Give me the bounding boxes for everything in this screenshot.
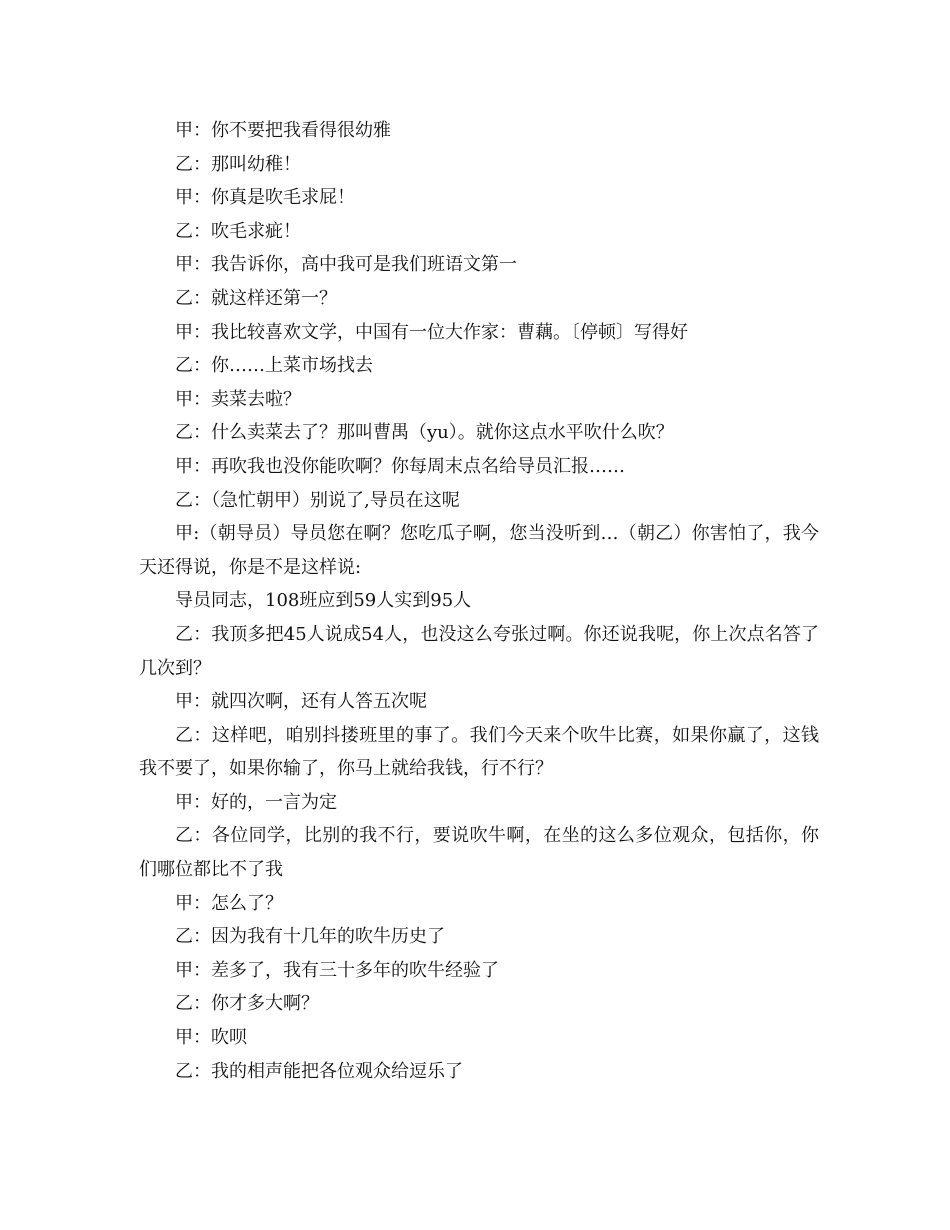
dialogue-line: 乙：各位同学，比别的我不行，要说吹牛啊，在坐的这么多位观众，包括你，你们哪位都比不了我 xyxy=(139,825,819,881)
dialogue-line: 乙：那叫幼稚！ xyxy=(175,153,301,175)
dialogue-line: 乙：什么卖菜去了？那叫曹禺（yu）。就你这点水平吹什么吹？ xyxy=(175,422,674,444)
dialogue-line: 甲：我告诉你，高中我可是我们班语文第一 xyxy=(175,254,517,276)
dialogue-line: 乙：因为我有十几年的吹牛历史了 xyxy=(175,926,445,948)
dialogue-line: 乙：你……上菜市场找去 xyxy=(175,355,373,377)
dialogue-line: 甲：再吹我也没你能吹啊？你每周末点名给导员汇报…… xyxy=(175,455,625,477)
dialogue-line: 乙：就这样还第一？ xyxy=(175,287,337,309)
dialogue-line: 甲：我比较喜欢文学，中国有一位大作家：曹藕。〔停顿〕写得好 xyxy=(175,321,688,343)
dialogue-line: 甲：怎么了？ xyxy=(175,892,283,914)
dialogue-line: 导员同志，108班应到59人实到95人 xyxy=(175,590,472,612)
dialogue-line: 甲：卖菜去啦？ xyxy=(175,388,301,410)
dialogue-line: 甲：你不要把我看得很幼雅 xyxy=(175,120,391,141)
dialogue-line: 乙：（急忙朝甲）别说了,导员在这呢 xyxy=(175,489,460,511)
dialogue-line: 乙：这样吧，咱别抖搂班里的事了。我们今天来个吹牛比赛，如果你赢了，这钱我不要了，如果你输了，你马上就给我钱，行不行？ xyxy=(139,724,819,780)
dialogue-line: 乙：吹毛求疵！ xyxy=(175,220,301,242)
dialogue-line: 甲:（朝导员）导员您在啊？您吃瓜子啊，您当没听到…（朝乙）你害怕了，我今天还得说，你是不是这样说: xyxy=(139,523,819,578)
document-body xyxy=(139,114,819,1088)
dialogue-line: 甲：吹呗 xyxy=(175,1027,247,1049)
dialogue-line: 甲：好的，一言为定 xyxy=(175,791,337,813)
dialogue-line: 乙：你才多大啊？ xyxy=(175,993,319,1015)
dialogue-line: 甲：就四次啊，还有人答五次呢 xyxy=(175,691,427,713)
dialogue-line: 甲：差多了，我有三十多年的吹牛经验了 xyxy=(175,959,499,981)
dialogue-line: 乙：我的相声能把各位观众给逗乐了 xyxy=(175,1060,463,1082)
dialogue-line: 乙：我顶多把45人说成54人，也没这么夸张过啊。你还说我呢，你上次点名答了几次到？ xyxy=(139,623,819,679)
dialogue-line: 甲：你真是吹毛求屁！ xyxy=(175,187,355,209)
